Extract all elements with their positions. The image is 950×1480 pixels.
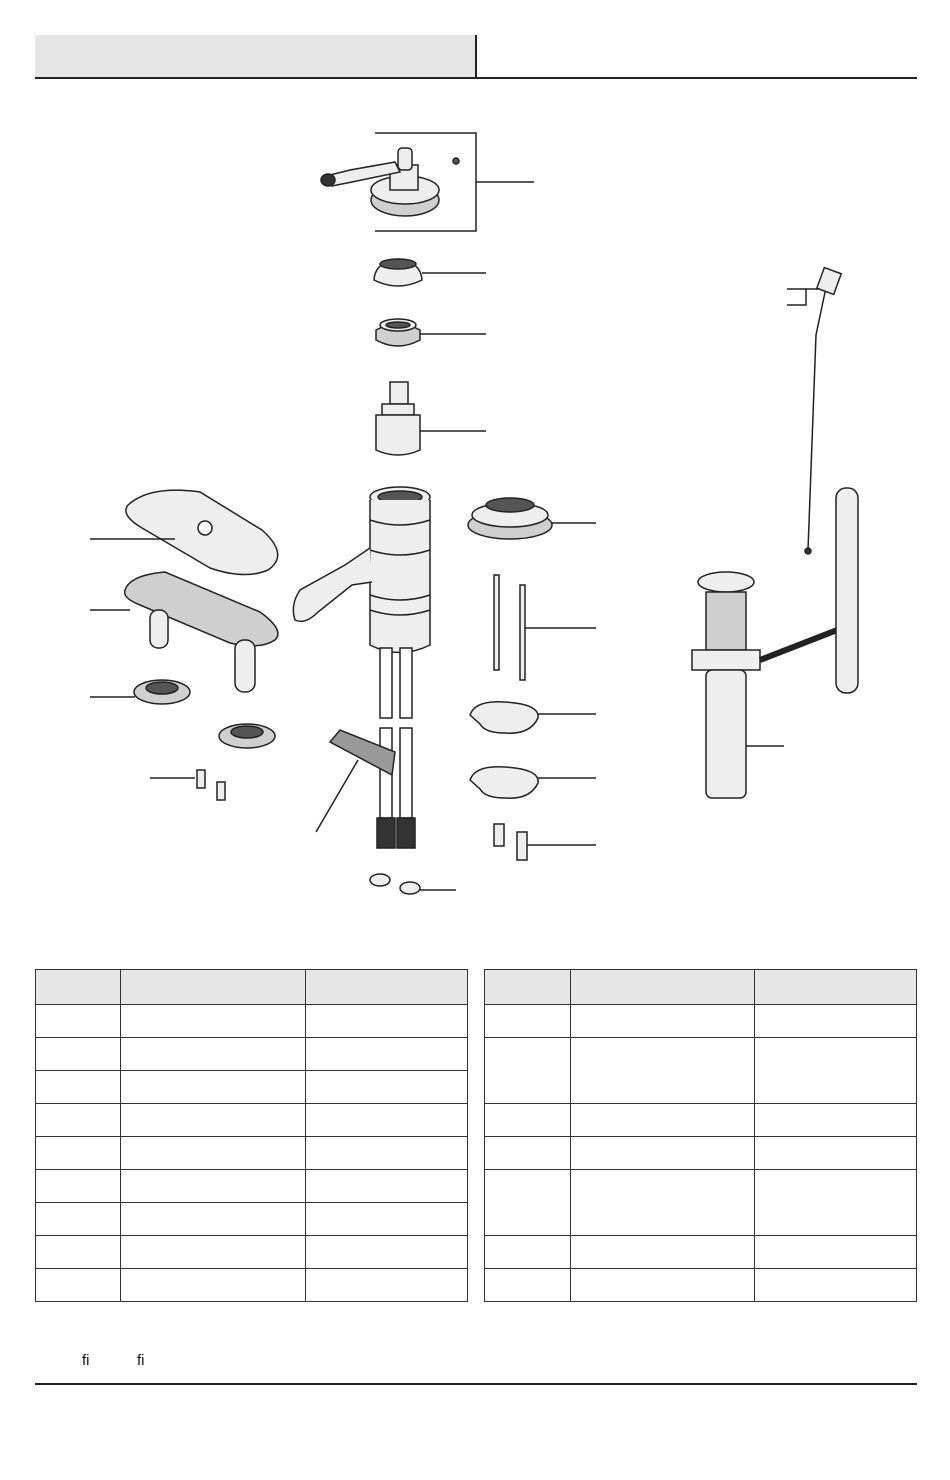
retainer-brackets — [470, 702, 596, 798]
header-cell — [755, 970, 917, 1005]
table-cell — [306, 1005, 468, 1038]
table-header-row — [485, 970, 917, 1005]
retaining-nut — [376, 319, 486, 346]
table-row — [485, 1038, 917, 1104]
header-cell — [485, 970, 571, 1005]
table-row — [36, 1005, 468, 1038]
table-row — [485, 1104, 917, 1137]
cartridge — [376, 382, 486, 455]
table-cell — [121, 1104, 306, 1137]
table-cell — [306, 1269, 468, 1302]
table-cell — [121, 1038, 306, 1071]
washers — [370, 874, 456, 894]
table-row — [485, 1170, 917, 1236]
table-row — [36, 1203, 468, 1236]
table-cell — [121, 1071, 306, 1104]
header-cell — [121, 970, 306, 1005]
table-cell — [36, 1269, 121, 1302]
base-plate — [90, 572, 278, 692]
table-cell — [121, 1236, 306, 1269]
table-cell — [755, 1038, 917, 1104]
header-bar — [35, 35, 477, 78]
bonnet-ring — [374, 259, 486, 286]
table-cell — [121, 1203, 306, 1236]
table-cell — [485, 1137, 571, 1170]
table-cell — [121, 1005, 306, 1038]
table-row — [36, 1269, 468, 1302]
table-cell — [571, 1170, 755, 1236]
header-cell — [36, 970, 121, 1005]
table-cell — [306, 1137, 468, 1170]
table-cell — [36, 1005, 121, 1038]
table-row — [36, 1170, 468, 1203]
header-cell — [571, 970, 755, 1005]
table-cell — [755, 1170, 917, 1236]
table-cell — [571, 1269, 755, 1302]
table-row — [485, 1236, 917, 1269]
table-cell — [755, 1104, 917, 1137]
table-cell — [306, 1170, 468, 1203]
table-cell — [306, 1038, 468, 1071]
table-cell — [485, 1038, 571, 1104]
table-row — [36, 1236, 468, 1269]
table-row — [36, 1137, 468, 1170]
table-row — [36, 1104, 468, 1137]
table-cell — [485, 1005, 571, 1038]
lift-rod — [787, 268, 841, 554]
table-cell — [36, 1071, 121, 1104]
table-cell — [571, 1236, 755, 1269]
table-cell — [571, 1005, 755, 1038]
threaded-rods — [494, 575, 596, 680]
table-cell — [485, 1269, 571, 1302]
mounting-screws — [150, 770, 225, 800]
table-cell — [36, 1203, 121, 1236]
header-cell — [306, 970, 468, 1005]
table-cell — [121, 1170, 306, 1203]
table-cell — [571, 1038, 755, 1104]
faucet-body — [293, 487, 430, 848]
table-row — [485, 1269, 917, 1302]
table-cell — [755, 1269, 917, 1302]
footer-rule — [35, 1383, 917, 1385]
table-cell — [485, 1104, 571, 1137]
table-cell — [36, 1137, 121, 1170]
table-cell — [306, 1071, 468, 1104]
header-rule — [35, 77, 917, 79]
table-row — [36, 1038, 468, 1071]
table-cell — [36, 1170, 121, 1203]
table-cell — [36, 1236, 121, 1269]
parts-table-left — [35, 969, 468, 1302]
table-row — [485, 1137, 917, 1170]
escutcheon-ring — [468, 498, 596, 539]
table-cell — [485, 1236, 571, 1269]
table-header-row — [36, 970, 468, 1005]
drain-assembly — [692, 488, 858, 798]
parts-table-right — [484, 969, 917, 1302]
table-cell — [755, 1236, 917, 1269]
table-cell — [306, 1236, 468, 1269]
table-cell — [306, 1104, 468, 1137]
exploded-parts-diagram — [0, 100, 950, 930]
table-cell — [755, 1005, 917, 1038]
footnote-glyph: fi — [82, 1352, 90, 1369]
deck-plate — [90, 490, 278, 574]
table-cell — [485, 1170, 571, 1236]
handle-assembly — [321, 133, 534, 231]
spacer-nuts — [494, 824, 596, 860]
table-row — [36, 1071, 468, 1104]
table-cell — [121, 1269, 306, 1302]
footnote-glyph: fi — [137, 1352, 145, 1369]
table-cell — [755, 1137, 917, 1170]
table-row — [485, 1005, 917, 1038]
table-cell — [306, 1203, 468, 1236]
table-cell — [36, 1038, 121, 1071]
table-cell — [36, 1104, 121, 1137]
table-cell — [571, 1137, 755, 1170]
table-cell — [571, 1104, 755, 1137]
table-cell — [121, 1137, 306, 1170]
